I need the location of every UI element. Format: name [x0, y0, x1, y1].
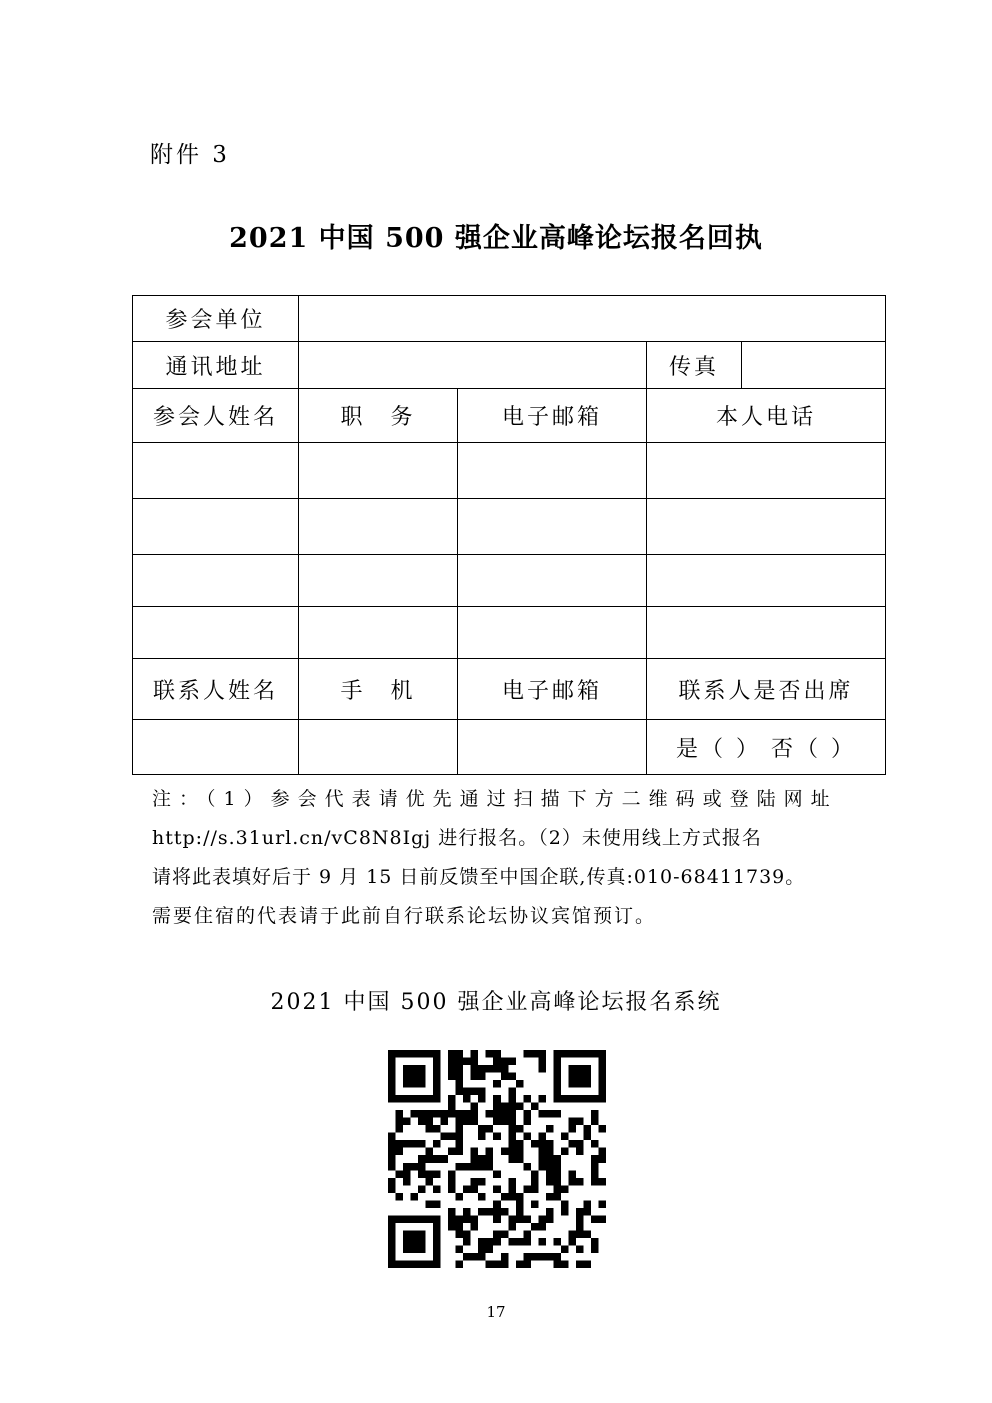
attendee-row: [133, 499, 886, 555]
attendee-name-header: 参会人姓名: [133, 389, 299, 443]
attendee-phone-header: 本人电话: [647, 389, 886, 443]
note-paragraph: [152, 780, 852, 936]
contact-email-cell[interactable]: [458, 720, 647, 775]
unit-row: [133, 296, 886, 342]
contact-name-header: 联系人姓名: [133, 659, 299, 720]
attendee-position-cell[interactable]: [299, 555, 458, 607]
contact-mobile-cell[interactable]: [299, 720, 458, 775]
address-label: 通讯地址: [133, 342, 299, 389]
address-field[interactable]: [299, 342, 647, 389]
attendee-header-row: [133, 389, 886, 443]
address-row: [133, 342, 886, 389]
contact-header-row: [133, 659, 886, 720]
attendee-position-cell[interactable]: [299, 443, 458, 499]
attendee-email-cell[interactable]: [458, 499, 647, 555]
unit-label: 参会单位: [133, 296, 299, 342]
note-line: http://s.31url.cn/vC8N8Igj 进行报名。（2）未使用线上方式报名: [152, 827, 762, 849]
contact-attend-options[interactable]: 是（ ） 否（ ）: [647, 720, 886, 775]
attendee-phone-cell[interactable]: [647, 555, 886, 607]
contact-row: [133, 720, 886, 775]
attendee-name-cell[interactable]: [133, 555, 299, 607]
attendee-row: [133, 443, 886, 499]
fax-label: 传真: [647, 342, 742, 389]
note-line: 需要住宿的代表请于此前自行联系论坛协议宾馆预订。: [152, 905, 657, 927]
note-line: 注：（1）参会代表请优先通过扫描下方二维码或登陆网址: [152, 788, 838, 810]
contact-mobile-header: 手 机: [299, 659, 458, 720]
contact-name-cell[interactable]: [133, 720, 299, 775]
attendee-name-cell[interactable]: [133, 607, 299, 659]
page-number: 17: [486, 1303, 506, 1321]
attendee-row: [133, 607, 886, 659]
qr-code-icon[interactable]: [388, 1050, 606, 1268]
attendee-name-cell[interactable]: [133, 443, 299, 499]
unit-field[interactable]: [299, 296, 886, 342]
attachment-label: 附件 3: [150, 142, 230, 168]
fax-field[interactable]: [742, 342, 886, 389]
contact-attend-header: 联系人是否出席: [647, 659, 886, 720]
attendee-position-cell[interactable]: [299, 607, 458, 659]
attendee-position-header: 职 务: [299, 389, 458, 443]
attendee-position-cell[interactable]: [299, 499, 458, 555]
registration-form-table: [132, 295, 886, 775]
attendee-phone-cell[interactable]: [647, 443, 886, 499]
attendee-email-cell[interactable]: [458, 607, 647, 659]
attendee-name-cell[interactable]: [133, 499, 299, 555]
attendee-email-header: 电子邮箱: [458, 389, 647, 443]
attendee-phone-cell[interactable]: [647, 499, 886, 555]
attendee-row: [133, 555, 886, 607]
registration-system-title: 2021 中国 500 强企业高峰论坛报名系统: [270, 990, 722, 1015]
attendee-email-cell[interactable]: [458, 443, 647, 499]
attendee-email-cell[interactable]: [458, 555, 647, 607]
note-line: 请将此表填好后于 9 月 15 日前反馈至中国企联,传真:010-68411739。: [152, 866, 806, 888]
contact-email-header: 电子邮箱: [458, 659, 647, 720]
page-title: 2021 中国 500 强企业高峰论坛报名回执: [229, 223, 763, 254]
attendee-phone-cell[interactable]: [647, 607, 886, 659]
